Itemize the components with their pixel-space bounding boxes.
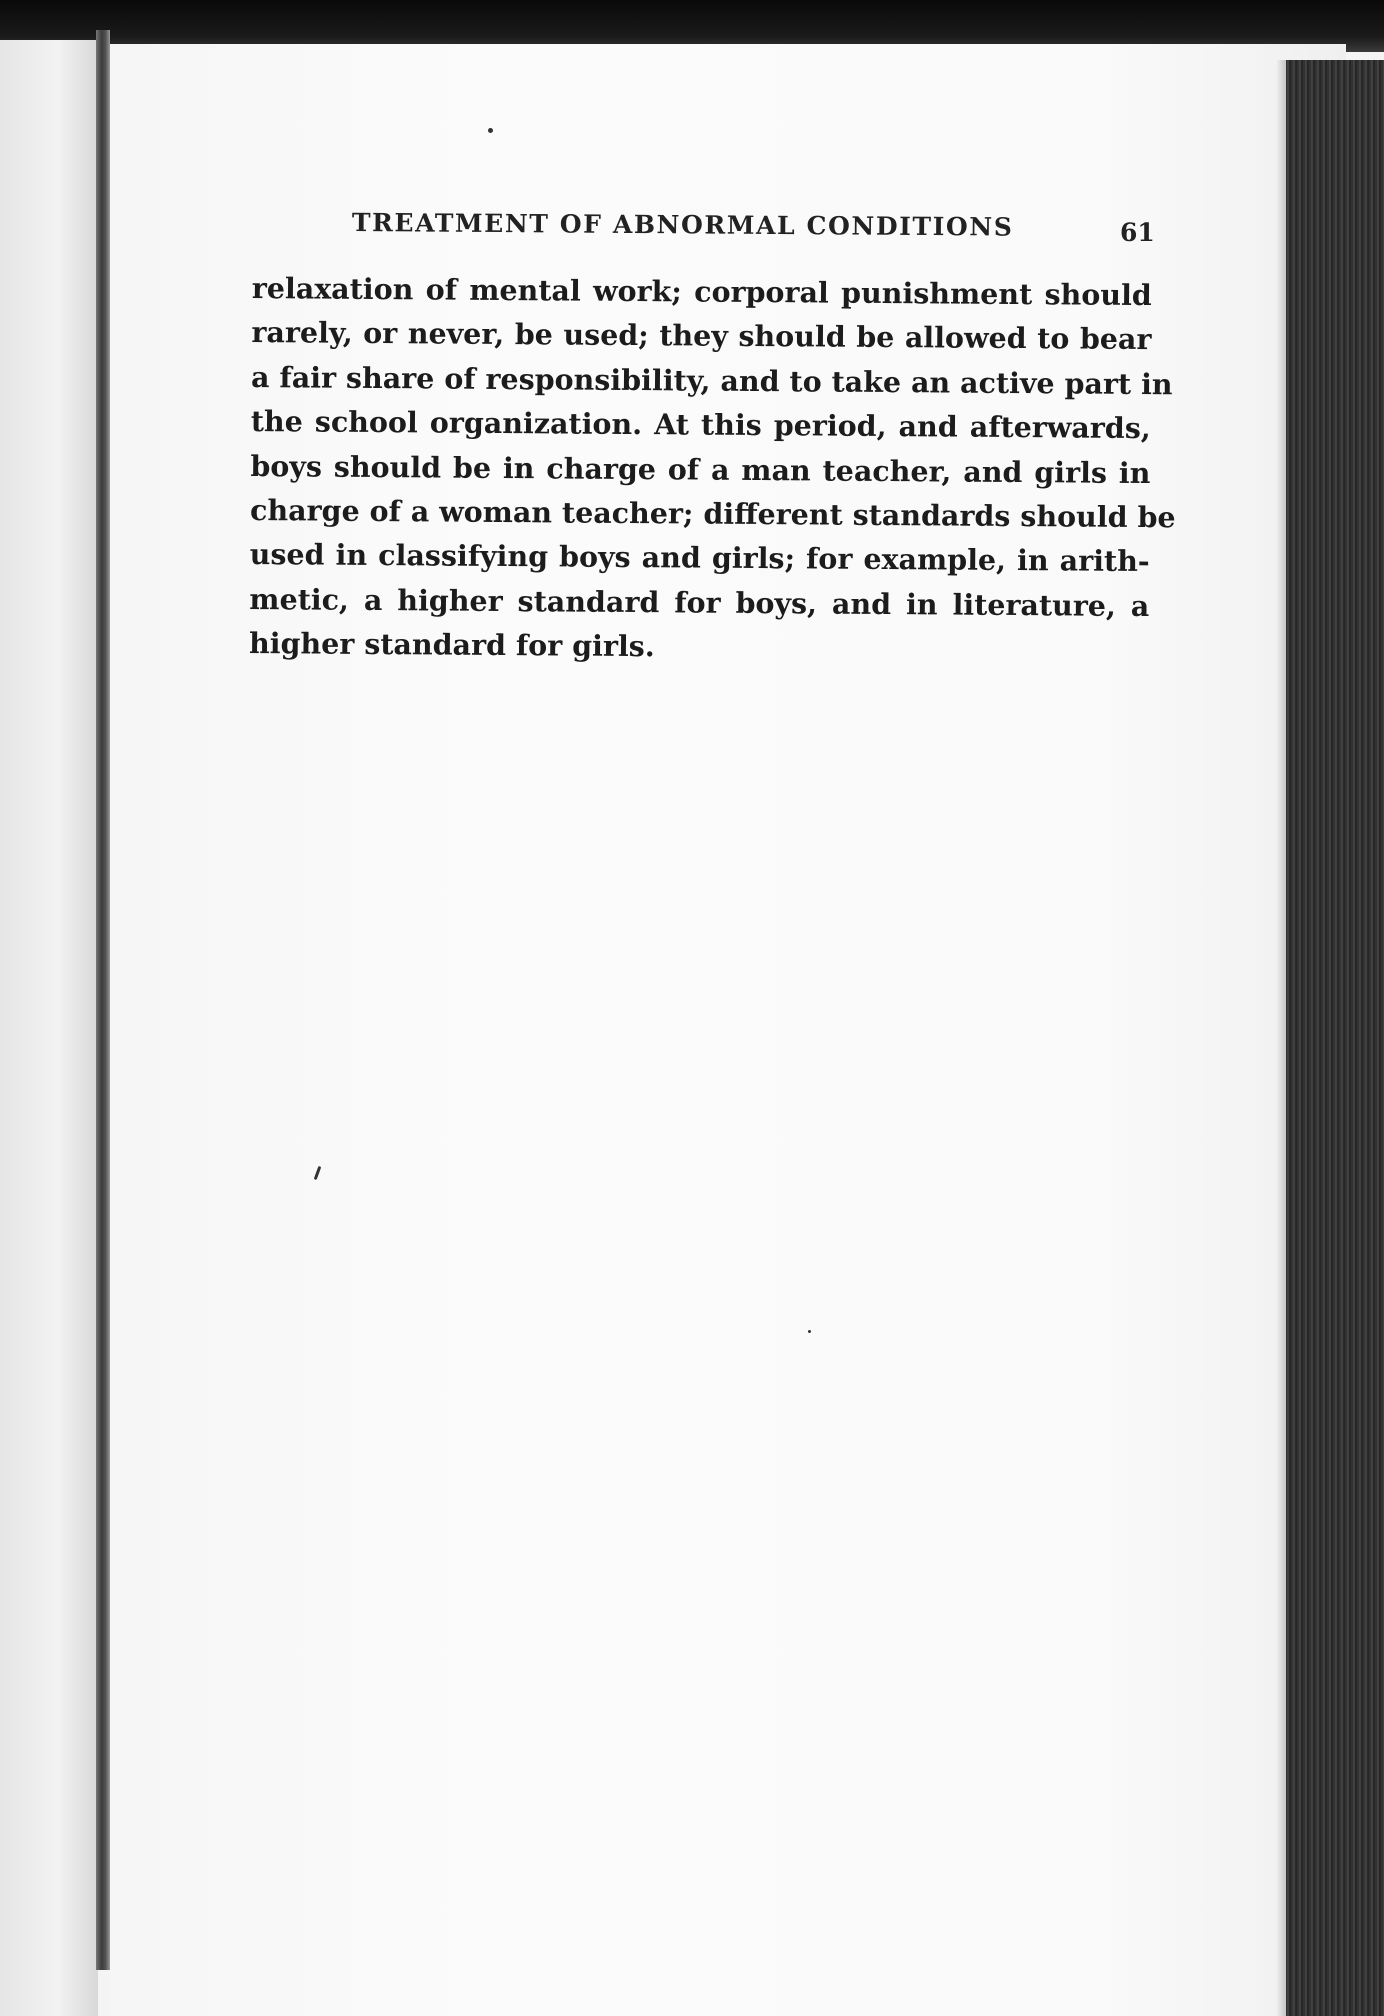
body-paragraph xyxy=(248,266,1176,673)
binding-gutter xyxy=(96,30,110,1970)
text-line: used in classifying boys and girls; for example, in arith- xyxy=(249,537,1150,579)
text-line: boys should be in charge of a man teacher, and girls in xyxy=(250,448,1151,490)
text-line: rarely, or never, be used; they should be allowed to bear xyxy=(251,315,1152,357)
text-line: a fair share of responsibility, and to take an active part in xyxy=(250,359,1173,402)
page-number: 61 xyxy=(1120,218,1155,247)
page-edges-stack xyxy=(1286,60,1384,2016)
text-line: metic, a higher standard for boys, and in literature, a xyxy=(249,581,1150,623)
facing-page-margin xyxy=(0,40,98,2016)
dust-speck xyxy=(488,128,493,133)
text-line: higher standard for girls. xyxy=(248,626,655,664)
dust-speck xyxy=(808,1330,811,1333)
running-head: TREATMENT OF ABNORMAL CONDITIONS xyxy=(351,208,1014,242)
text-line: relaxation of mental work; corporal punishment should xyxy=(251,270,1152,313)
text-line: charge of a woman teacher; different standards should be xyxy=(249,492,1176,535)
text-line: the school organization. At this period, and afterwards, xyxy=(250,404,1151,446)
